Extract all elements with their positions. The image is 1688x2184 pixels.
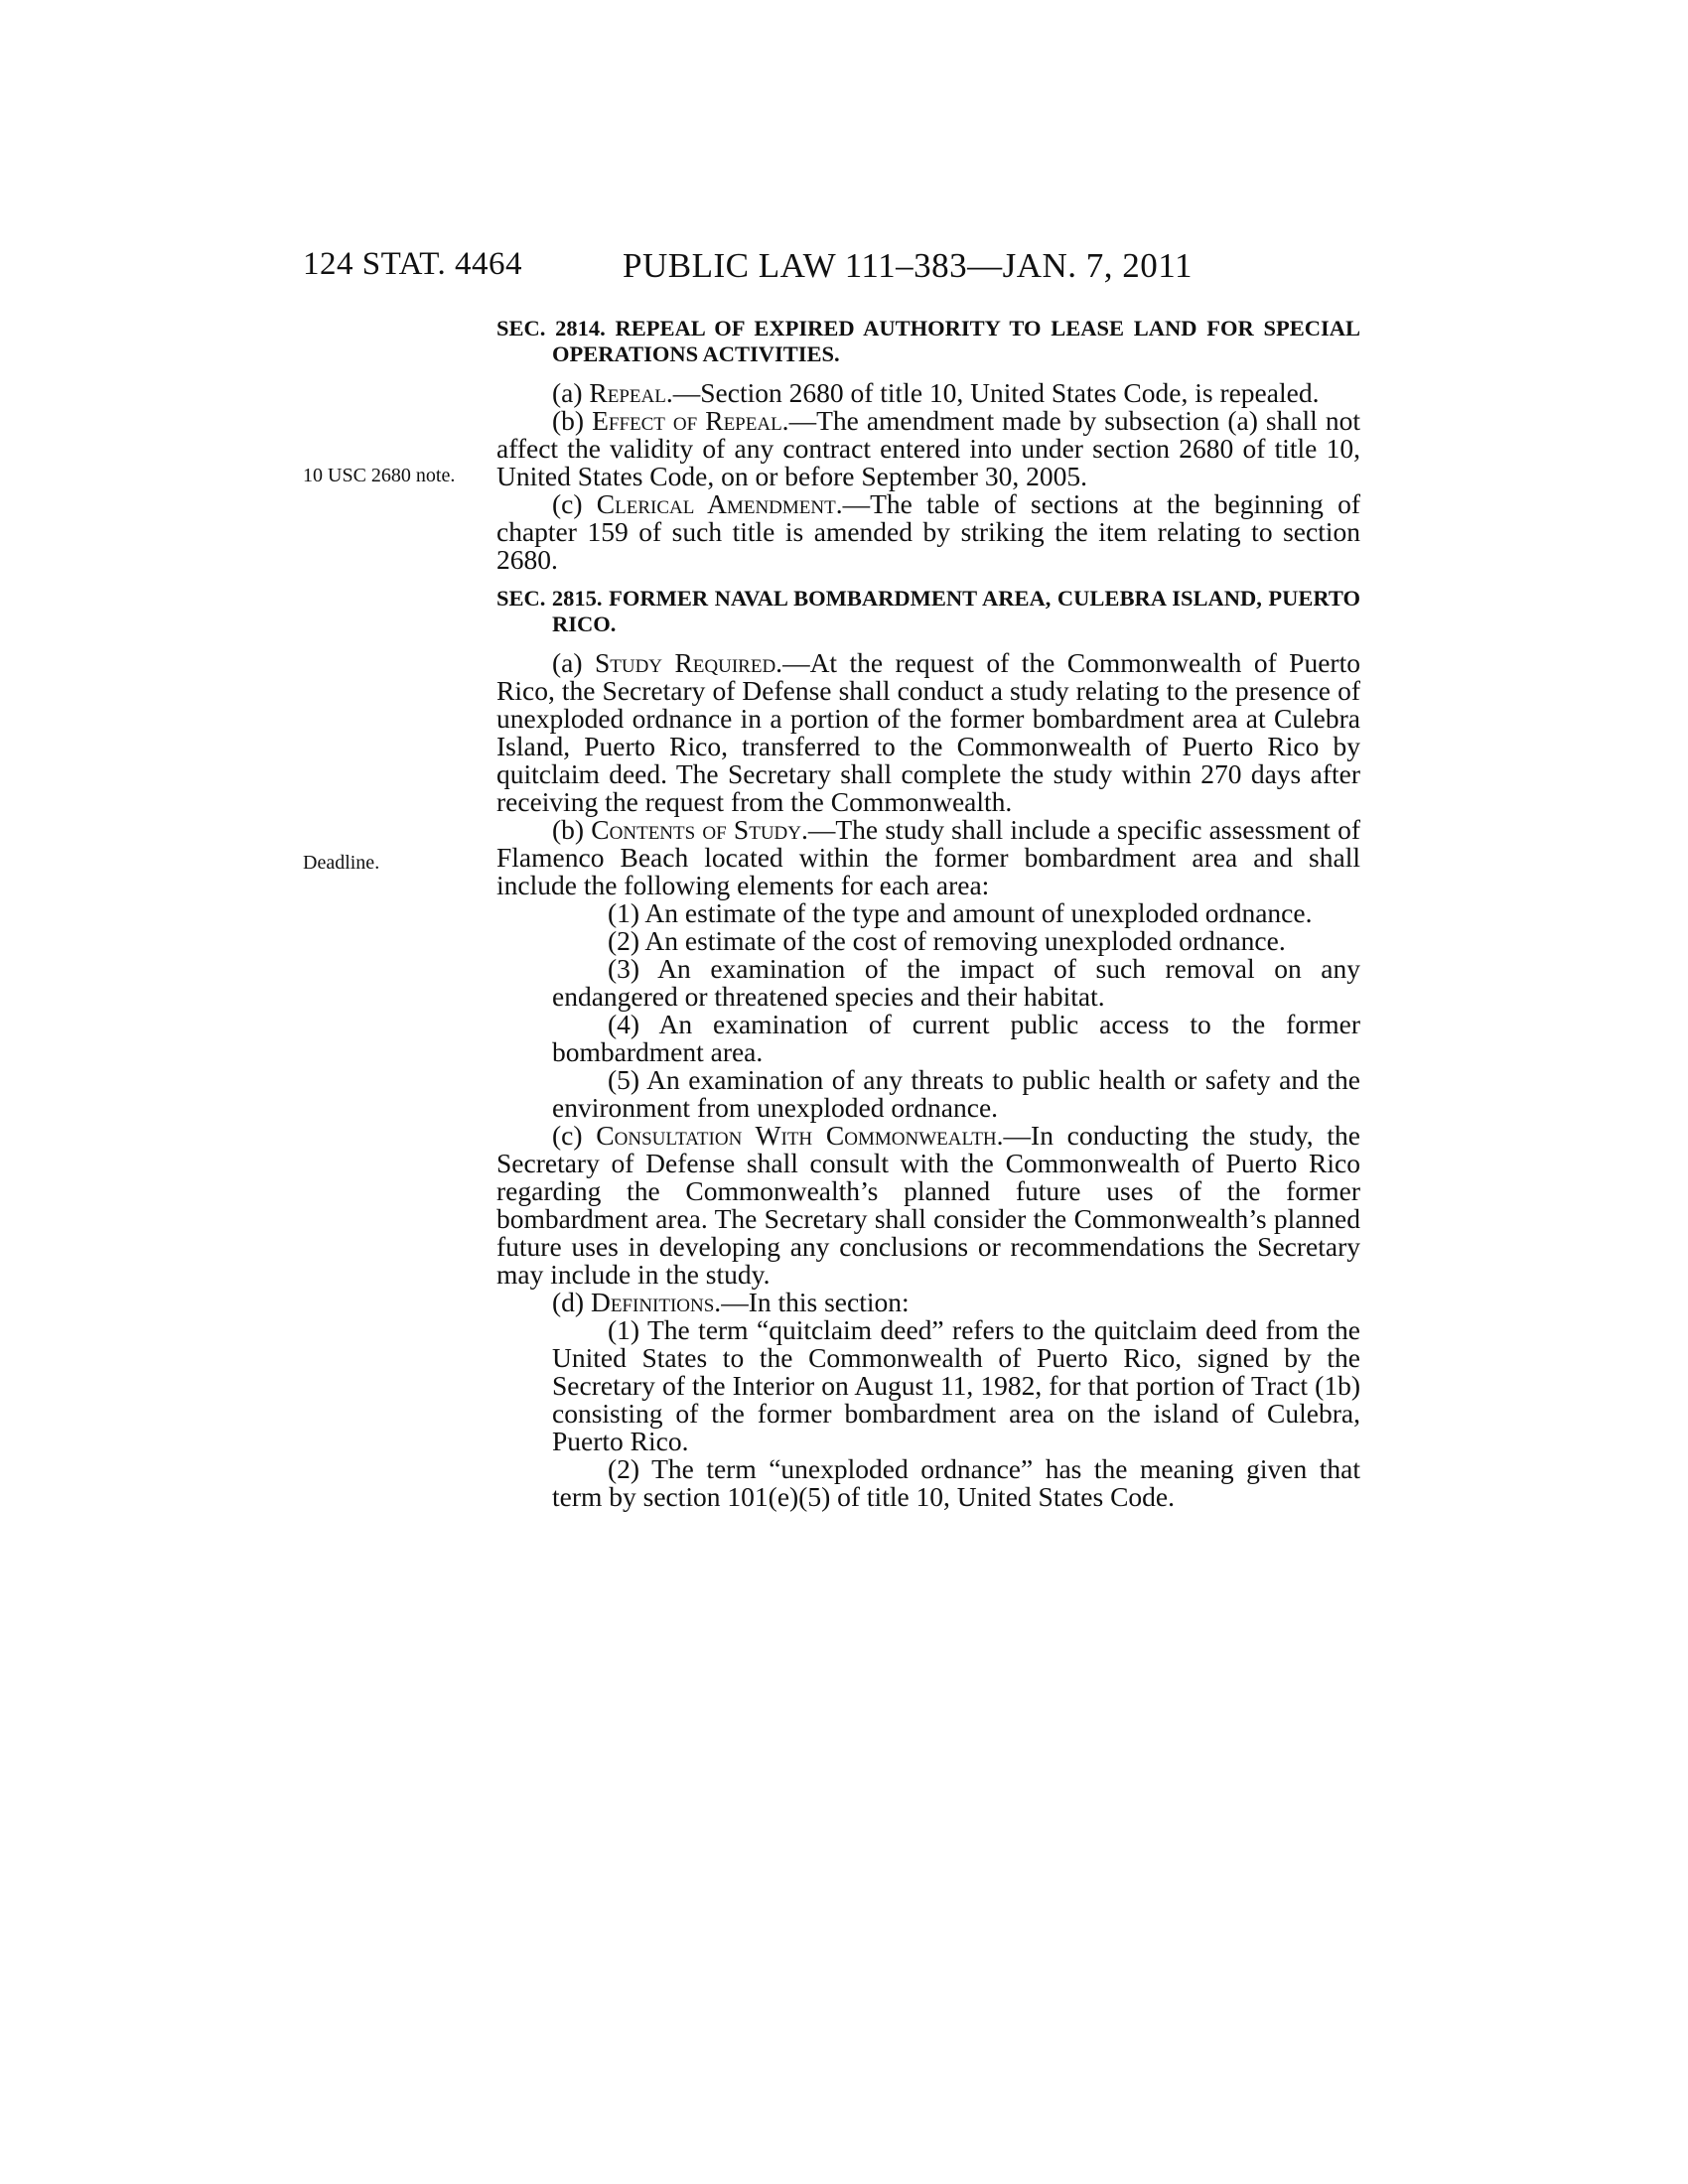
section-2815-c: (c) Consultation With Commonwealth.—In conducting the study, the Secretary of Defense shall consult with the Commonwealth of Puerto Rico regarding the Commonwealth’s planned future uses of the former bombardment area. The Secretary shall consider the Commonwealth’s planned future uses in developing any conclusions or recommendations the Secretary may include in the study. [496,1120,1360,1290]
list-item: (1) An estimate of the type and amount of unexploded ordnance. [608,897,1313,928]
list-item: (2) An estimate of the cost of removing unexploded ordnance. [608,925,1286,956]
list-item: (3) An examination of the impact of such removal on any endangered or threatened species and their habitat. [552,953,1360,1012]
section-2814-c: (c) Clerical Amendment.—The table of sections at the beginning of chapter 159 of such title is amended by striking the item relating to section 2680. [496,488,1360,575]
section-2814-a: (a) Repeal.—Section 2680 of title 10, United States Code, is repealed. [552,377,1320,408]
page-stat-citation: 124 STAT. 4464 [303,246,523,282]
document-body [496,316,1360,1511]
margin-note-deadline: Deadline. [303,852,380,874]
list-item: (2) The term “unexploded ordnance” has the meaning given that term by section 101(e)(5) of title 10, United States Code. [552,1453,1360,1512]
section-2815-a: (a) Study Required.—At the request of the Commonwealth of Puerto Rico, the Secretary of Defense shall conduct a study relating to the presence of unexploded ordnance in a portion of the former bombardment area at Culebra Island, Puerto Rico, transferred to the Commonwealth of Puerto Rico by quitclaim deed. The Secretary shall complete the study within 270 days after receiving the request from the Commonwealth. [496,647,1360,817]
section-2814-heading: SEC. 2814. REPEAL OF EXPIRED AUTHORITY TO LEASE LAND FOR SPECIAL OPERATIONS ACTIVITIES. [496,316,1360,366]
page-running-head: PUBLIC LAW 111–383—JAN. 7, 2011 [623,246,1193,285]
margin-note-usc: 10 USC 2680 note. [303,465,456,486]
list-item: (5) An examination of any threats to public health or safety and the environment from unexploded ordnance. [552,1064,1360,1123]
section-2815-b: (b) Contents of Study.—The study shall include a specific assessment of Flamenco Beach located within the former bombardment area and shall include the following elements for each area: [496,814,1360,900]
section-2814-b: (b) Effect of Repeal.—The amendment made by subsection (a) shall not affect the validity of any contract entered into under section 2680 of title 10, United States Code, on or before September 30, 2005. [496,405,1360,491]
section-2815-heading: SEC. 2815. FORMER NAVAL BOMBARDMENT AREA, CULEBRA ISLAND, PUERTO RICO. [496,586,1360,636]
section-2815-d: (d) Definitions.—In this section: [552,1287,910,1317]
list-item: (4) An examination of current public access to the former bombardment area. [552,1009,1360,1067]
list-item: (1) The term “quitclaim deed” refers to the quitclaim deed from the United States to the Commonwealth of Puerto Rico, signed by the Secretary of the Interior on August 11, 1982, for that portion of Tract (1b) consisting of the former bombardment area on the island of Culebra, Puerto Rico. [552,1314,1360,1456]
